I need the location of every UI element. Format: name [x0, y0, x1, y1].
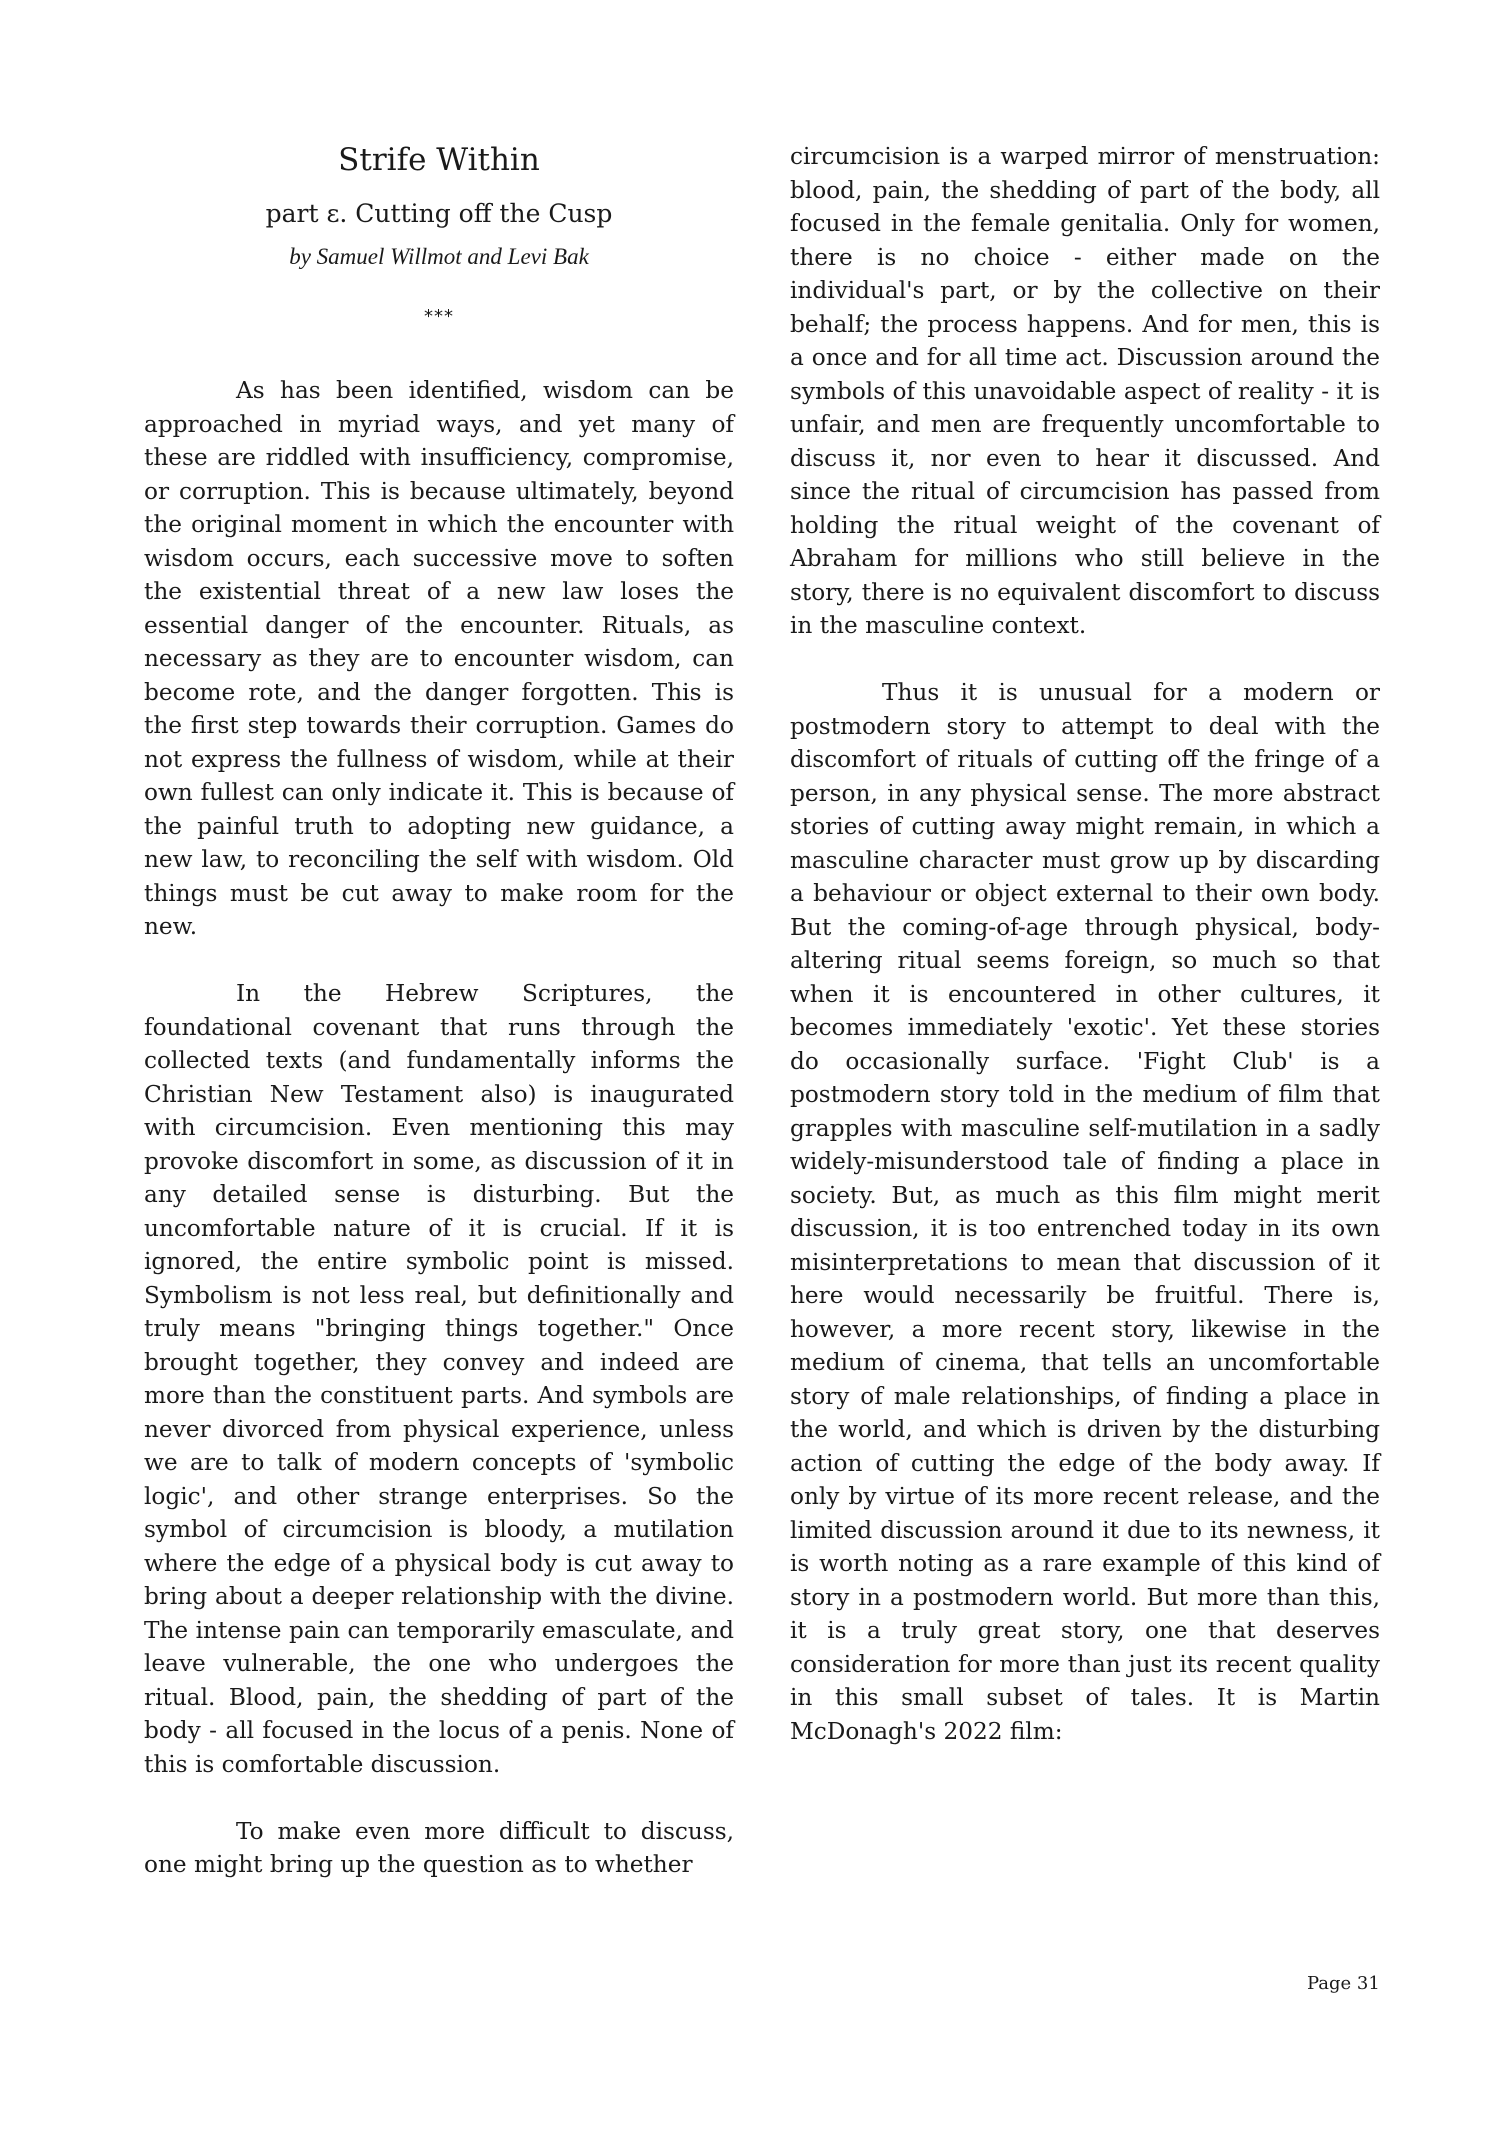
article-subtitle: part ε. Cutting off the Cusp [265, 199, 613, 228]
body-paragraph: In the Hebrew Scriptures, the foundational covenant that runs through the collected texts (and fundamentally informs the Christian New Testament also) is inaugurated with circumcision. Even mentioning this may provoke discomfort in some, as discussion of it in any detailed sense is disturbing. But the uncomfortable nature of it is crucial. If it is ignored, the entire symbolic point is missed. Symbolism is not less real, but definitionally and truly means "bringing things together." Once brought together, they convey and indeed are more than the constituent parts. And symbols are never divorced from physical experience, unless we are to talk of modern concepts of 'symbolic logic', and other strange enterprises. So the symbol of circumcision is bloody, a mutilation where the edge of a physical body is cut away to bring about a deeper relationship with the divine. The intense pain can temporarily emasculate, and leave vulnerable, the one who undergoes the ritual. Blood, pain, the shedding of part of the body - all focused in the locus of a penis. None of this is comfortable discussion. [144, 980, 734, 1778]
body-paragraph: Thus it is unusual for a modern or postmodern story to attempt to deal with the discomfort of rituals of cutting off the fringe of a person, in any physical sense. The more abstract stories of cutting away might remain, in which a masculine character must grow up by discarding a behaviour or object external to their own body. But the coming-of-age through physical, body-altering ritual seems foreign, so much so that when it is encountered in other cultures, it becomes immediately 'exotic'. Yet these stories do occasionally surface. 'Fight Club' is a postmodern story told in the medium of film that grapples with masculine self-mutilation in a sadly widely-misunderstood tale of finding a place in society. But, as much as this film might merit discussion, it is too entrenched today in its own misinterpretations to mean that discussion of it here would necessarily be fruitful. There is, however, a more recent story, likewise in the medium of cinema, that tells an uncomfortable story of male relationships, of finding a place in the world, and which is driven by the disturbing action of cutting the edge of the body away. If only by virtue of its more recent release, and the limited discussion around it due to its newness, it is worth noting as a rare example of this kind of story in a postmodern world. But more than this, it is a truly great story, one that deserves consideration for more than just its recent quality in this small subset of tales. It is Martin McDonagh's 2022 film: [790, 679, 1380, 1745]
right-column [790, 140, 1380, 1782]
article-byline: by Samuel Willmot and Levi Bak [289, 244, 589, 269]
article-title: Strife Within [338, 142, 540, 178]
article-header [144, 140, 734, 329]
left-column [144, 140, 734, 1915]
section-separator: *** [424, 306, 454, 327]
body-paragraph-continuation: circumcision is a warped mirror of menstruation: blood, pain, the shedding of part of the body, all focused in the female genitalia. Only for women, there is no choice - either made on the individual's part, or by the collective on their behalf; the process happens. And for men, this is a once and for all time act. Discussion around the symbols of this unavoidable aspect of reality - it is unfair, and men are frequently uncomfortable to discuss it, nor even to hear it discussed. And since the ritual of circumcision has passed from holding the ritual weight of the covenant of Abraham for millions who still believe in the story, there is no equivalent discomfort to discuss in the masculine context. [790, 143, 1380, 639]
body-paragraph: As has been identified, wisdom can be approached in myriad ways, and yet many of these are riddled with insufficiency, compromise, or corruption. This is because ultimately, beyond the original moment in which the encounter with wisdom occurs, each successive move to soften the existential threat of a new law loses the essential danger of the encounter. Rituals, as necessary as they are to encounter wisdom, can become rote, and the danger forgotten. This is the first step towards their corruption. Games do not express the fullness of wisdom, while at their own fullest can only indicate it. This is because of the painful truth to adopting new guidance, a new law, to reconciling the self with wisdom. Old things must be cut away to make room for the new. [144, 377, 734, 940]
body-paragraph: To make even more difficult to discuss, one might bring up the question as to whether [144, 1817, 734, 1878]
page-number: Page 31 [1307, 1973, 1380, 1994]
